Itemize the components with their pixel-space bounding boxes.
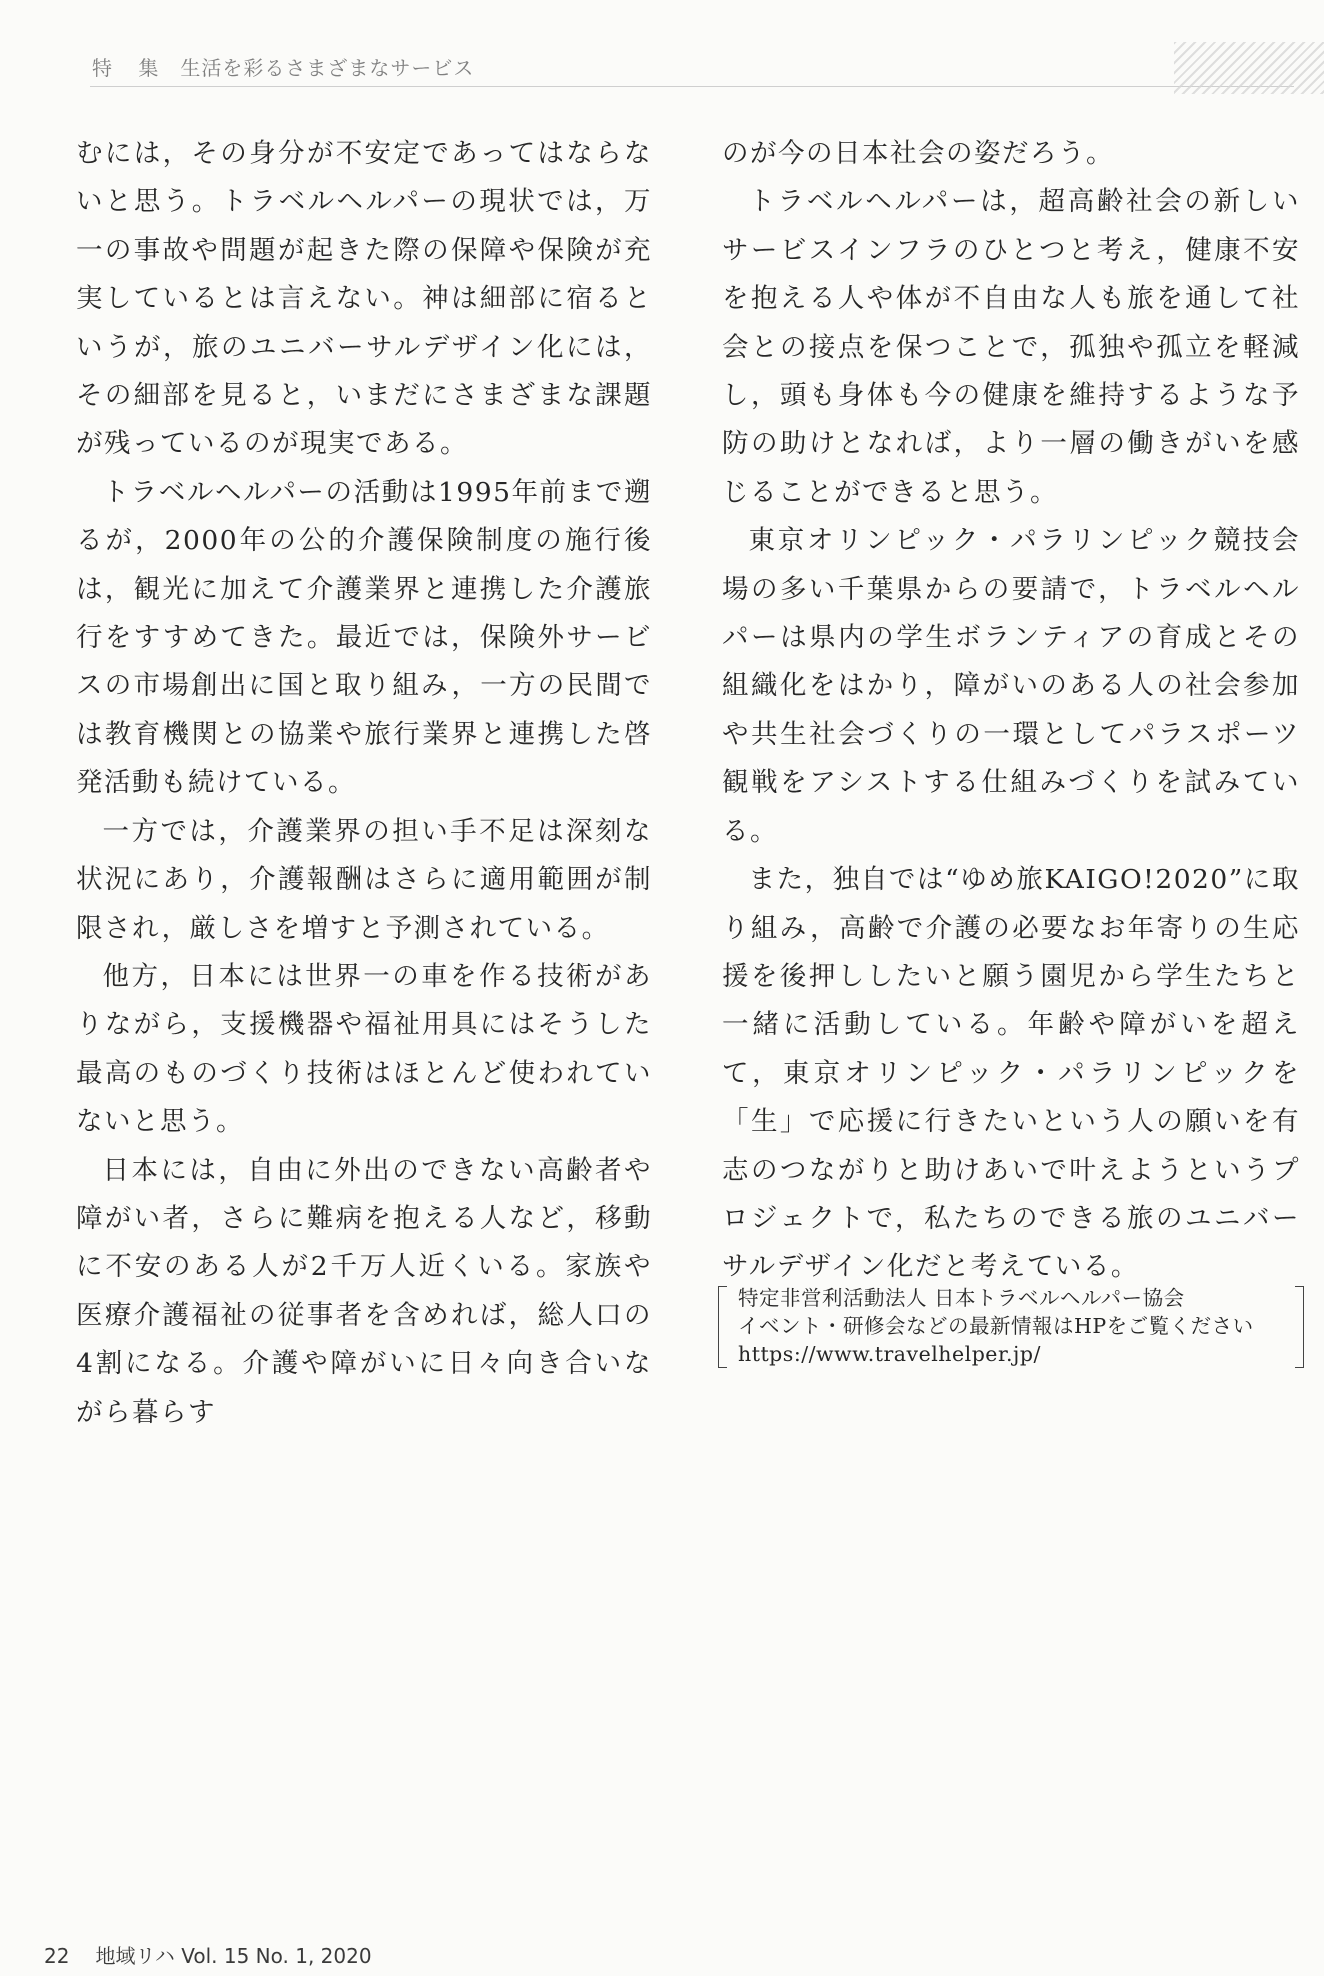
section-title: 生活を彩るさまざまなサービス: [180, 56, 475, 80]
info-lines: [738, 1284, 1254, 1368]
right-column: [722, 130, 1300, 1292]
website-url[interactable]: https://www.travelhelper.jp/: [738, 1342, 1041, 1366]
paragraph: 一方では，介護業界の担い手不足は深刻な状況にあり，介護報酬はさらに適用範囲が制限され，厳しさを増すと予測されている。: [76, 815, 652, 944]
journal-citation: 地域リハ Vol. 15 No. 1, 2020: [95, 1944, 372, 1968]
website-note: イベント・研修会などの最新情報はHPをご覧ください: [738, 1314, 1254, 1338]
right-bracket: [1295, 1286, 1304, 1368]
left-column: [76, 130, 652, 1437]
paragraph: トラベルヘルパーの活動は1995年前まで遡るが，2000年の公的介護保険制度の施行後は，観光に加えて介護業界と連携した介護旅行をすすめてきた。最近では，保険外サービスの市場創出に国と取り組み，一方の民間では教育機関との協業や旅行業界と連携した啓発活動も続けている。: [76, 476, 652, 799]
left-bracket: [718, 1286, 727, 1368]
page-footer: [44, 1940, 372, 1969]
page-header: [0, 42, 1324, 94]
section-label: 特 集: [92, 56, 169, 80]
paragraph: 日本には，自由に外出のできない高齢者や障がい者，さらに難病を抱える人など，移動に不安のある人が2千万人近くいる。家族や医療介護福祉の従事者を含めれば，総人口の4割になる。介護や障がいに日々向き合いながら暮らす: [76, 1154, 652, 1428]
paragraph: トラベルヘルパーは，超高齢社会の新しいサービスインフラのひとつと考え，健康不安を抱える人や体が不自由な人も旅を通して社会との接点を保つことで，孤独や孤立を軽減し，頭も身体も今の健康を維持するような予防の助けとなれば，より一層の働きがいを感じることができると思う。: [722, 186, 1300, 508]
running-header: [92, 52, 474, 81]
page-number: 22: [44, 1944, 70, 1968]
paragraph: 東京オリンピック・パラリンピック競技会場の多い千葉県からの要請で，トラベルヘルパーは県内の学生ボランティアの育成とその組織化をはかり，障がいのある人の社会参加や共生社会づくりの一環としてパラスポーツ観戦をアシストする仕組みづくりを試みている。: [722, 525, 1300, 847]
organization-name: 特定非営利活動法人 日本トラベルヘルパー協会: [738, 1286, 1185, 1310]
paragraph: むには，その身分が不安定であってはならないと思う。トラベルヘルパーの現状では，万一の事故や問題が起きた際の保障や保険が充実しているとは言えない。神は細部に宿るというが，旅のユニバーサルデザイン化には，その細部を見ると，いまだにさまざまな課題が残っているのが現実である。: [76, 138, 652, 460]
organization-info-box: [718, 1278, 1304, 1372]
paragraph: 他方，日本には世界一の車を作る技術がありながら，支援機器や福祉用具にはそうした最高のものづくり技術はほとんど使われていないと思う。: [76, 960, 652, 1138]
paragraph: のが今の日本社会の姿だろう。: [722, 138, 1114, 169]
header-rule: [90, 86, 1294, 87]
header-hatch-decoration: [1174, 42, 1324, 94]
paragraph: また，独自では“ゆめ旅KAIGO!2020”に取り組み，高齢で介護の必要なお年寄りの生応援を後押ししたいと願う園児から学生たちと一緒に活動している。年齢や障がいを超えて，東京オリンピック・パラリンピックを「生」で応援に行きたいという人の願いを有志のつながりと助けあいで叶えようというプロジェクトで，私たちのできる旅のユニバーサルデザイン化だと考えている。: [722, 864, 1300, 1283]
